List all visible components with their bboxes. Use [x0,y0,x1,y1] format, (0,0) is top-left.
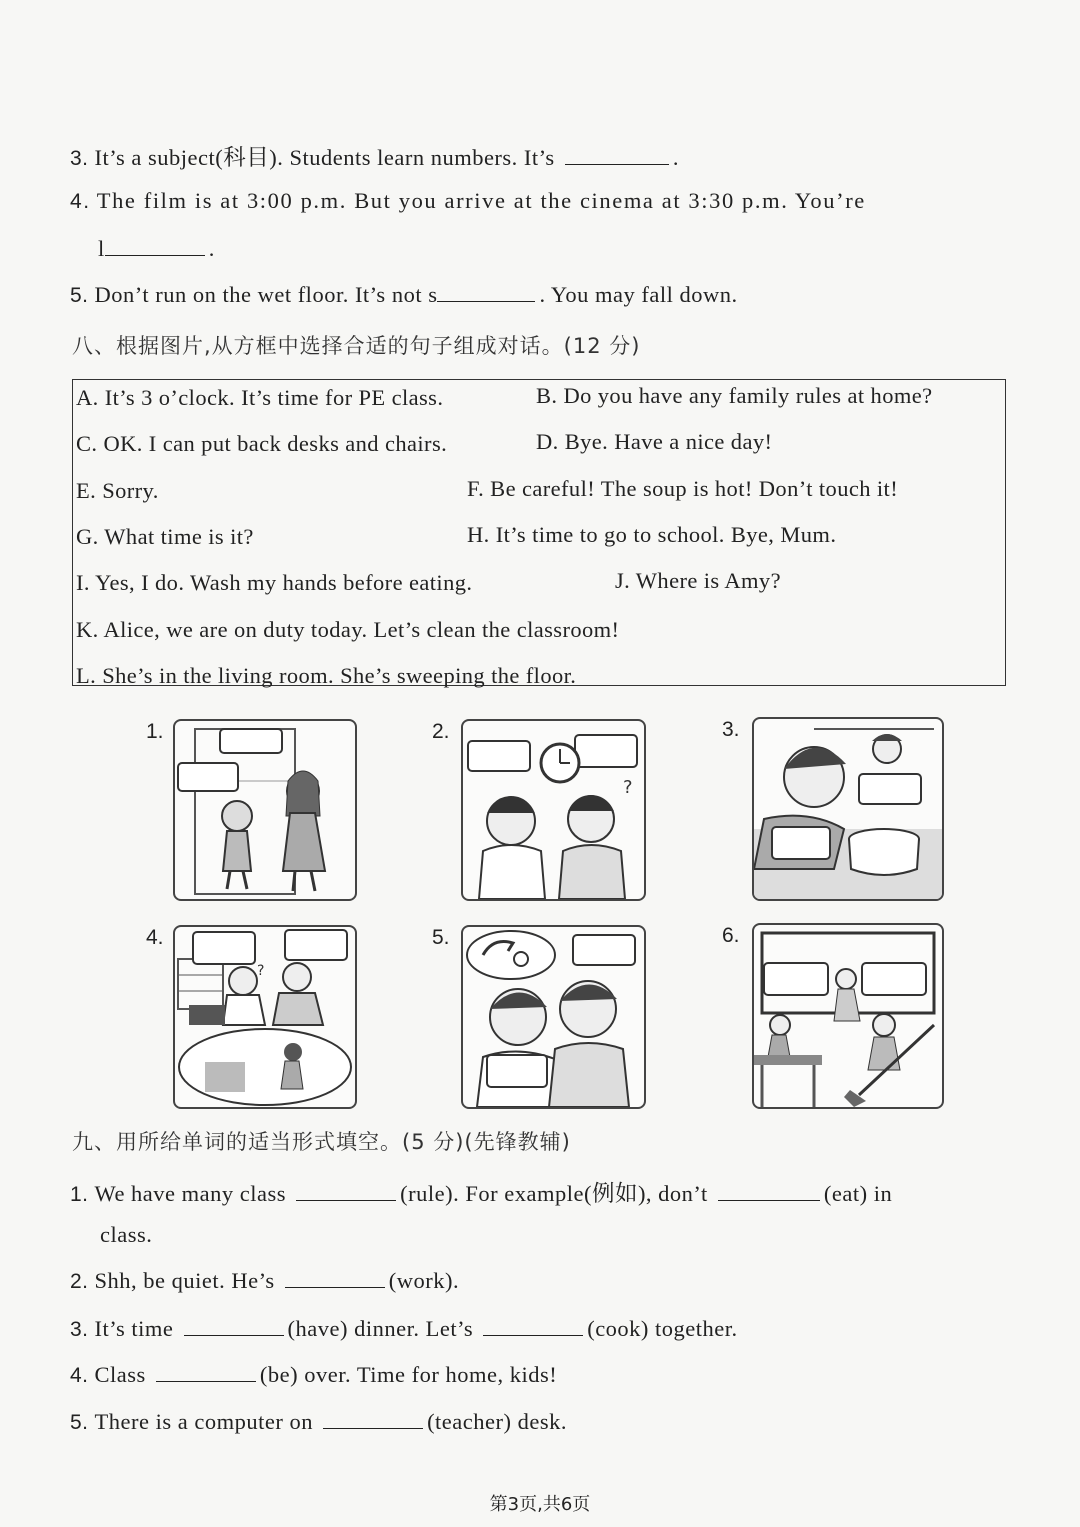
picture-1 [173,719,357,901]
answer-blank[interactable] [156,1380,256,1382]
option-g: G. What time is it? [76,524,254,549]
picture-label-6: 6. [722,924,740,947]
picture-2 [461,719,646,901]
section-9-title: 九、用所给单词的适当形式填空。(5 分)(先锋教辅) [72,1130,571,1154]
option-a: A. It’s 3 o’clock. It’s time for PE class. [76,385,444,410]
speech-bubble [764,963,828,995]
speech-bubble [859,774,921,804]
option-i: I. Yes, I do. Wash my hands before eating. [76,570,473,595]
answer-blank[interactable] [718,1199,820,1201]
speech-bubble [575,735,637,767]
speech-bubble [468,741,530,771]
picture-5-illustration [463,927,644,1107]
picture-3 [752,717,944,901]
picture-6-illustration [754,925,942,1107]
option-h: H. It’s time to go to school. Bye, Mum. [467,522,837,547]
speech-bubble [220,729,282,753]
option-c: C. OK. I can put back desks and chairs. [76,431,448,456]
option-k: K. Alice, we are on duty today. Let’s clean the classroom! [76,617,620,642]
question-9-4: 4. Class (be) over. Time for home, kids! [70,1362,558,1387]
answer-blank[interactable] [437,300,535,302]
option-b: B. Do you have any family rules at home? [536,383,933,408]
picture-label-4: 4. [146,926,164,949]
picture-label-3: 3. [722,718,740,741]
speech-bubble [772,827,830,859]
picture-2-illustration [463,721,644,899]
svg-text:?: ? [623,777,633,798]
question-9-3: 3. It’s time (have) dinner. Let’s (cook) together. [70,1316,738,1341]
question-9-1-line2: class. [100,1222,153,1247]
svg-text:?: ? [257,963,265,979]
section-8-title: 八、根据图片,从方框中选择合适的句子组成对话。(12 分) [72,334,641,358]
answer-blank[interactable] [565,163,669,165]
question-7-4-line2: l . [98,236,215,261]
option-l: L. She’s in the living room. She’s sweeping the floor. [76,663,577,688]
question-7-3: 3. It’s a subject(科目). Students learn numbers. It’s . [70,145,679,170]
question-9-1: 1. We have many class (rule). For example(例如), don’t (eat) in [70,1181,893,1206]
speech-bubble [862,963,926,995]
question-9-2: 2. Shh, be quiet. He’s (work). [70,1268,460,1293]
option-j: J. Where is Amy? [615,568,781,593]
question-9-5: 5. There is a computer on (teacher) desk. [70,1409,567,1434]
speech-bubble [285,930,347,960]
picture-4 [173,925,357,1109]
picture-label-2: 2. [432,720,450,743]
answer-blank[interactable] [296,1199,396,1201]
speech-bubble [193,932,255,964]
options-box [72,379,1006,686]
picture-label-5: 5. [432,926,450,949]
picture-6 [752,923,944,1109]
answer-blank[interactable] [184,1334,284,1336]
picture-3-illustration [754,719,942,899]
answer-blank[interactable] [285,1286,385,1288]
question-7-4: 4. The film is at 3:00 p.m. But you arrive at the cinema at 3:30 p.m. You’re [70,188,866,213]
picture-5 [461,925,646,1109]
option-d: D. Bye. Have a nice day! [536,429,773,454]
answer-blank[interactable] [483,1334,583,1336]
answer-blank[interactable] [105,254,205,256]
question-7-5: 5. Don’t run on the wet floor. It’s not s . You may fall down. [70,282,738,307]
thought-bubble [467,931,555,979]
picture-4-illustration [175,927,355,1107]
picture-label-1: 1. [146,720,164,743]
speech-bubble [487,1055,547,1087]
picture-1-illustration [175,721,355,899]
option-e: E. Sorry. [76,478,159,503]
speech-bubble [178,763,238,791]
speech-bubble [573,935,635,965]
page-number: 第3页,共6页 [489,1494,591,1515]
option-f: F. Be careful! The soup is hot! Don’t touch it! [467,476,899,501]
answer-blank[interactable] [323,1427,423,1429]
